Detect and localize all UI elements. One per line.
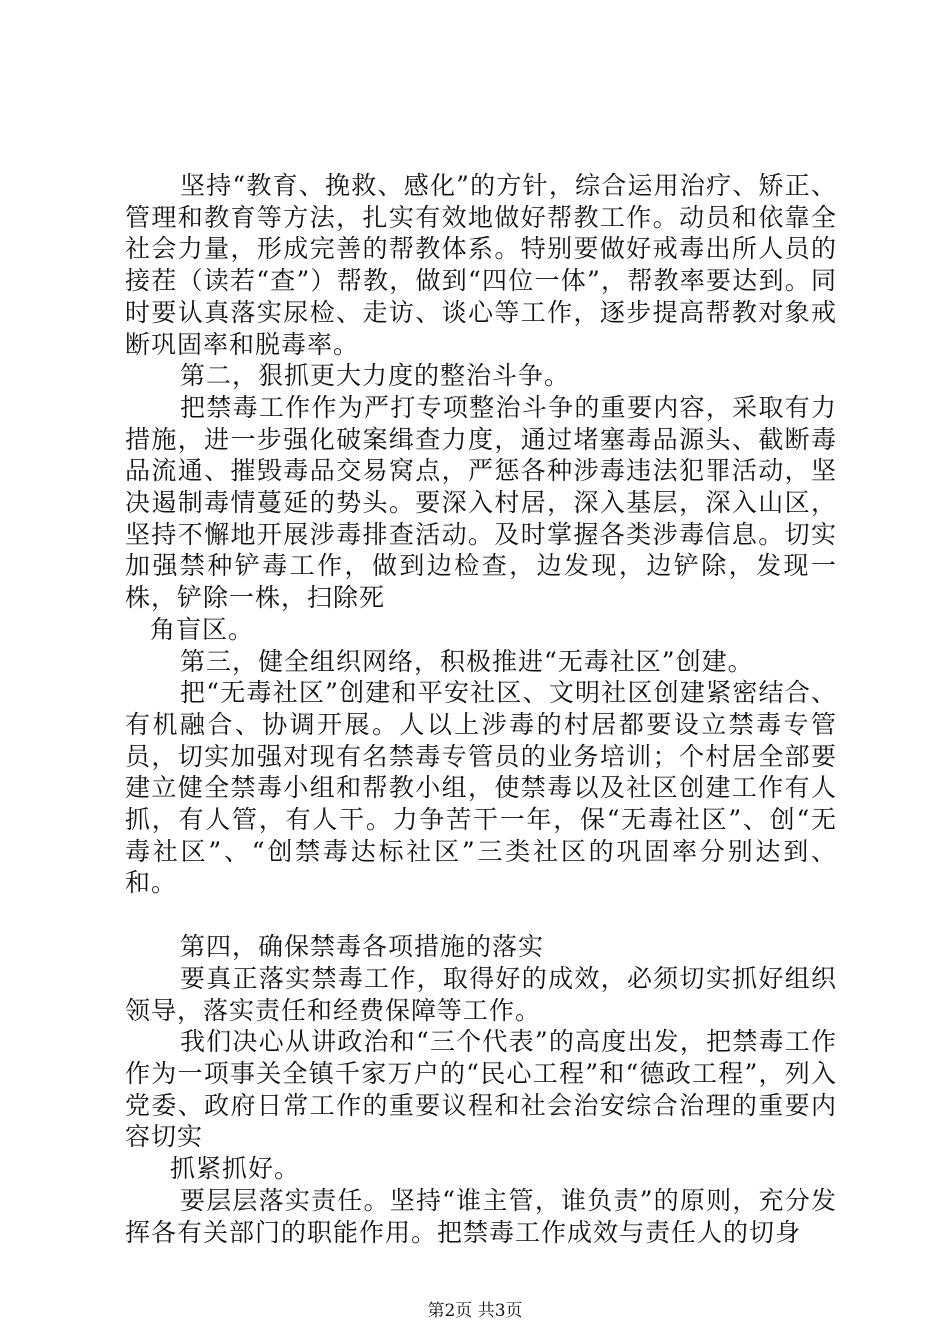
- document-body: [125, 170, 837, 1248]
- paragraph-continuation: 角盲区。: [150, 614, 255, 644]
- paragraph-continuation-2: 抓紧抓好。: [170, 1154, 301, 1184]
- paragraph-rehab: 坚持“教育、挽救、感化”的方针，综合运用治疗、矫正、管理和教育等方法，扎实有效地做好帮教工作。动员和依靠全社会力量，形成完善的帮教体系。特别要做好戒毒出所人员的接茬（读若“查”）帮教，做到“四位一体”，帮教率要达到。同时要认真落实尿检、走访、谈心等工作，逐步提高帮教对象戒断巩固率和脱毒率。: [125, 171, 837, 359]
- paragraph-gap: [125, 899, 837, 931]
- heading-second: 第二，狠抓更大力度的整治斗争。: [180, 361, 571, 391]
- heading-third: 第三，健全组织网络，积极推进“无毒社区”创建。: [180, 646, 754, 676]
- paragraph-commitment: 我们决心从讲政治和“三个代表”的高度出发，把禁毒工作作为一项事关全镇千家万户的“民心工程”和“德政工程”，列入党委、政府日常工作的重要议程和社会治安综合治理的重要内容切实: [125, 1027, 837, 1152]
- paragraph-crackdown: 把禁毒工作作为严打专项整治斗争的重要内容，采取有力措施，进一步强化破案缉查力度，通过堵塞毒品源头、截断毒品流通、摧毁毒品交易窝点，严惩各种涉毒违法犯罪活动，坚决遏制毒情蔓延的势头。要深入村居，深入基层，深入山区，坚持不懈地开展涉毒排查活动。及时掌握各类涉毒信息。切实加强禁种铲毒工作，做到边检查，边发现，边铲除，发现一株，铲除一株，扫除死: [125, 392, 837, 613]
- paragraph-responsibility: 要层层落实责任。坚持“谁主管，谁负责”的原则，充分发挥各有关部门的职能作用。把禁毒工作成效与责任人的切身: [125, 1185, 837, 1247]
- page-number-footer: 第2页 共3页: [427, 1301, 523, 1321]
- heading-fourth: 第四，确保禁毒各项措施的落实: [180, 932, 545, 962]
- paragraph-community: 把“无毒社区”创建和平安社区、文明社区创建紧密结合、有机融合、协调开展。人以上涉毒的村居都要设立禁毒专管员，切实加强对现有名禁毒专管员的业务培训；个村居全部要建立健全禁毒小组和帮教小组，使禁毒以及社区创建工作有人抓，有人管，有人干。力争苦干一年，保“无毒社区”、创“无毒社区”、“创禁毒达标社区”三类社区的巩固率分别达到、和。: [125, 678, 837, 898]
- paragraph-leadership: 要真正落实禁毒工作，取得好的成效，必须切实抓好组织领导，落实责任和经费保障等工作。: [125, 963, 837, 1025]
